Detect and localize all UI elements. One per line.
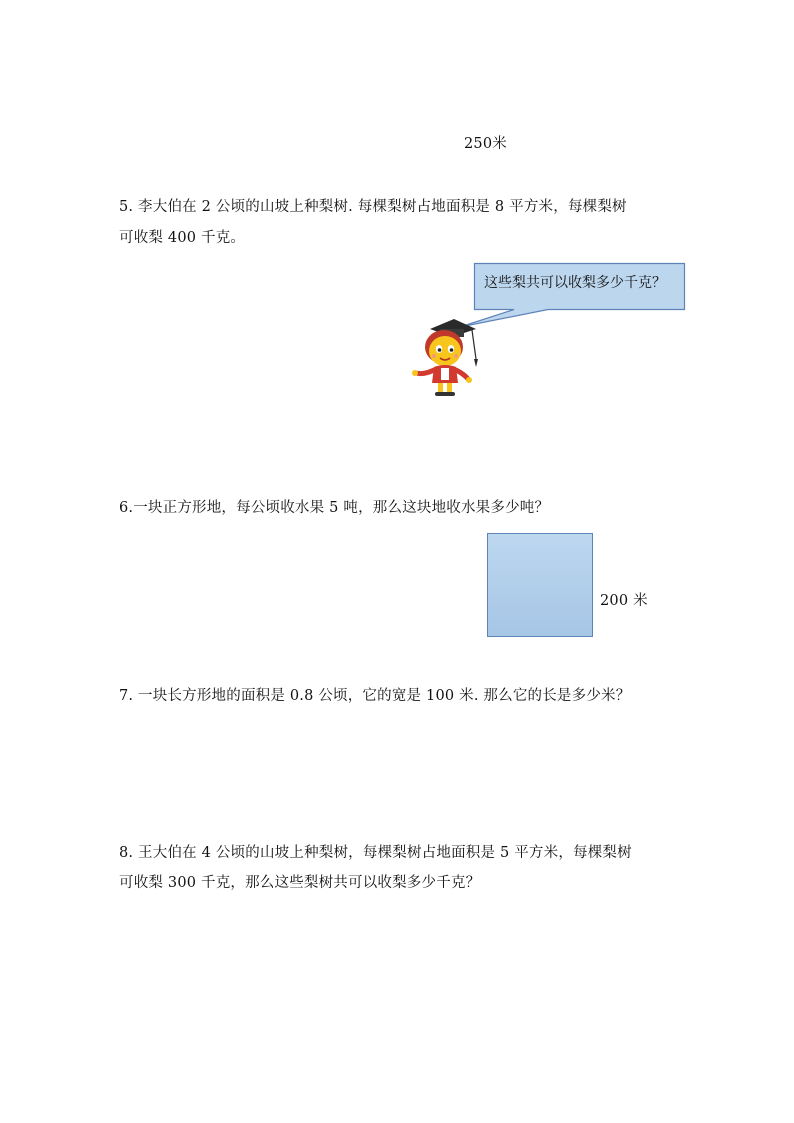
q8-line1: 8. 王大伯在 4 公顷的山坡上种梨树，每棵梨树占地面积是 5 平方米，每棵梨树	[119, 845, 632, 861]
speech-bubble	[0, 0, 794, 420]
q7-line1: 7. 一块长方形地的面积是 0.8 公顷，它的宽是 100 米. 那么它的长是多少米？	[119, 688, 631, 704]
label-200m: 200 米	[600, 593, 648, 609]
label-250m: 250米	[464, 136, 507, 152]
q8-line2: 可收梨 300 千克，那么这些梨树共可以收梨多少千克？	[119, 875, 481, 891]
q6-line1: 6.一块正方形地，每公顷收水果 5 吨，那么这块地收水果多少吨？	[119, 500, 550, 516]
bubble-text: 这些梨共可以收梨多少千克？	[484, 275, 666, 291]
mascot-icon	[410, 315, 485, 400]
q5-line1: 5. 李大伯在 2 公顷的山坡上种梨树. 每棵梨树占地面积是 8 平方米，每棵梨树	[119, 199, 627, 215]
square-field-shape	[487, 533, 593, 637]
q5-line2: 可收梨 400 千克。	[119, 230, 246, 246]
